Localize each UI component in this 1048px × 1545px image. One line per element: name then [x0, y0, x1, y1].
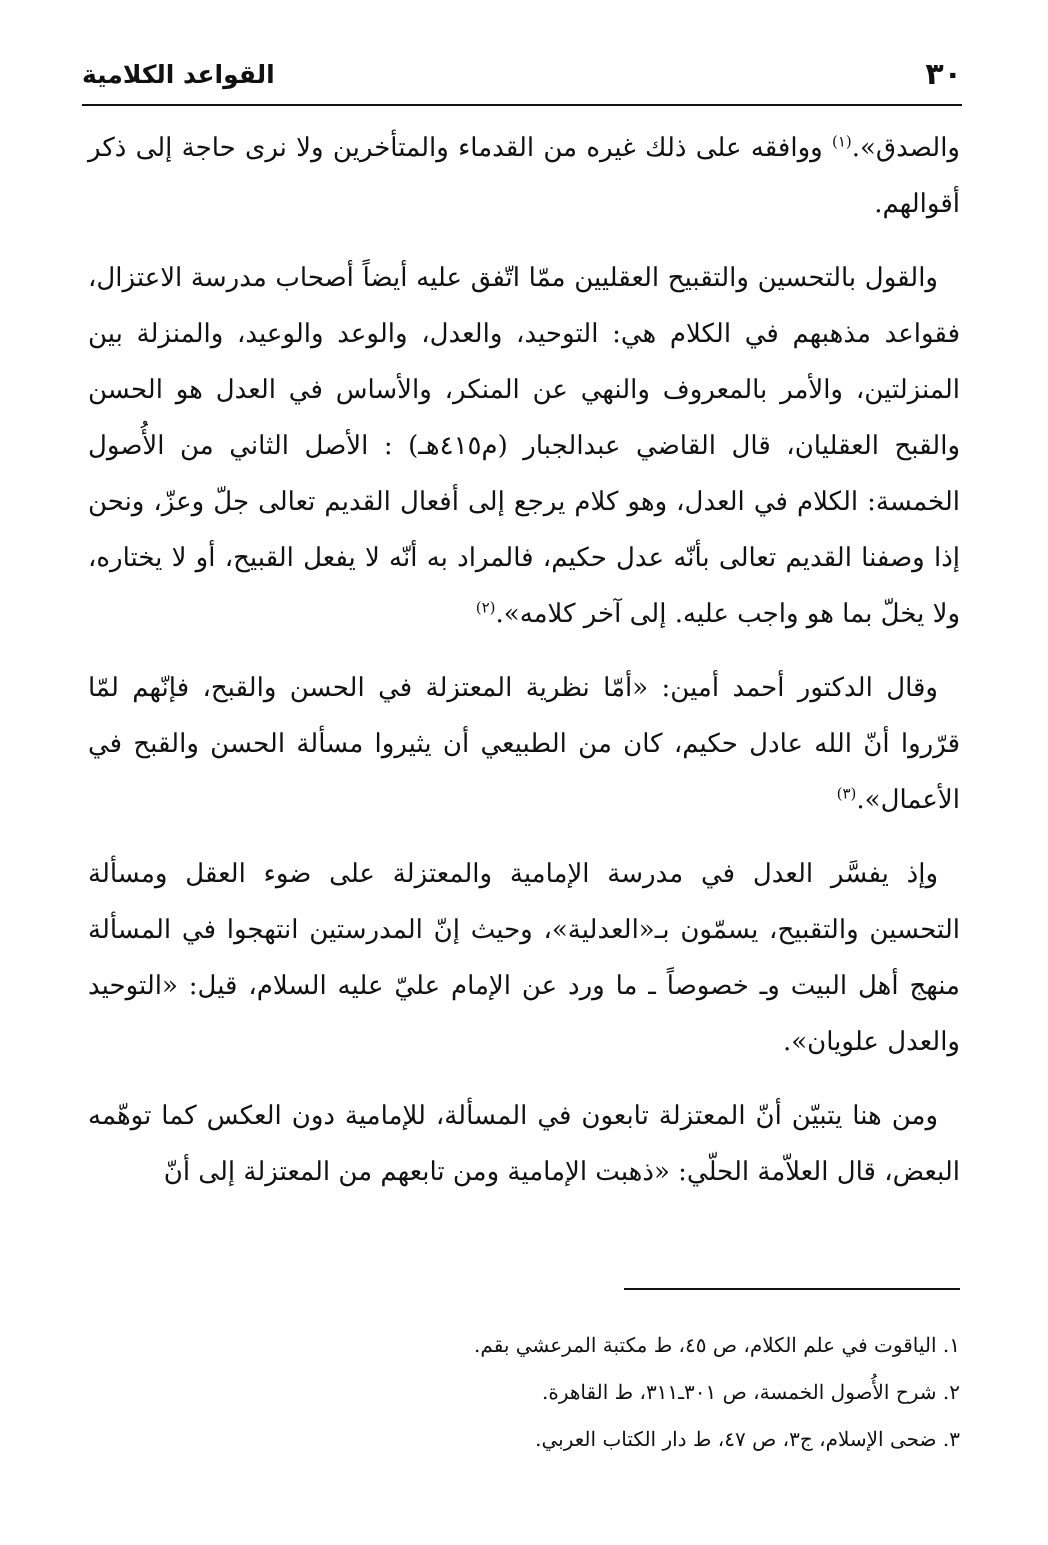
running-title: القواعد الكلامية [82, 60, 275, 89]
footnote-ref-3: (٣) [836, 784, 857, 803]
paragraph-2 [88, 250, 960, 642]
paragraph-4-text: وإذ يفسَّر العدل في مدرسة الإمامية والمعتزلة على ضوء العقل ومسألة التحسين والتقبيح، يسمّون بـ«العدلية»، وحيث إنّ المدرستين انتهجوا في المسألة منهج أهل البيت وـ خصوصاً ـ ما ورد عن الإمام عليّ عليه السلام، قيل: «التوحيد والعدل علويان». [88, 859, 960, 1057]
footnote-3: ٣. ضحى الإسلام، ج٣، ص ٤٧، ط دار الكتاب العربي. [535, 1427, 960, 1451]
running-header [82, 58, 962, 98]
main-text [88, 120, 960, 1218]
paragraph-1-text-before: والصدق». [851, 133, 960, 163]
footnotes [120, 1322, 960, 1463]
page-number: ٣٠ [925, 57, 962, 92]
header-rule [82, 104, 962, 106]
footnote-2: ٢. شرح الأُصول الخمسة، ص ٣٠١ـ٣١١، ط القاهرة. [541, 1380, 960, 1404]
paragraph-1 [88, 120, 960, 232]
paragraph-5 [88, 1088, 960, 1200]
paragraph-1-text-after: ووافقه على ذلك غيره من القدماء والمتأخرين ولا نرى حاجة إلى ذكر أقوالهم. [88, 133, 960, 219]
paragraph-3 [88, 660, 960, 828]
paragraph-4 [88, 846, 960, 1070]
footnote-separator [624, 1288, 960, 1290]
footnote-ref-1: (١) [831, 132, 852, 151]
paragraph-2-text: والقول بالتحسين والتقبيح العقليين ممّا اتّفق عليه أيضاً أصحاب مدرسة الاعتزال، فقواعد مذهبهم في الكلام هي: التوحيد، والعدل، والوعد والوعيد، والمنزلة بين المنزلتين، والأمر بالمعروف والنهي عن المنكر، والأساس في العدل هو الحسن والقبح العقليان، قال القاضي عبدالجبار (م٤١٥هـ) : الأصل الثاني من الأُصول الخمسة: الكلام في العدل، وهو كلام يرجع إلى أفعال القديم تعالى جلّ وعزّ، ونحن إذا وصفنا القديم تعالى بأنّه عدل حكيم، فالمراد به أنّه لا يفعل القبيح، أو لا يختاره، ولا يخلّ بما هو واجب عليه. إلى آخر كلامه». [88, 263, 960, 629]
paragraph-3-text: وقال الدكتور أحمد أمين: «أمّا نظرية المعتزلة في الحسن والقبح، فإنّهم لمّا قرّروا أنّ الله عادل حكيم، كان من الطبيعي أن يثيروا مسألة الحسن والقبح في الأعمال». [88, 673, 960, 815]
footnote-ref-2: (٢) [475, 598, 496, 617]
footnote-1: ١. الياقوت في علم الكلام، ص ٤٥، ط مكتبة المرعشي بقم. [474, 1333, 960, 1357]
paragraph-5-text: ومن هنا يتبيّن أنّ المعتزلة تابعون في المسألة، للإمامية دون العكس كما توهّمه البعض، قال العلاّمة الحلّي: «ذهبت الإمامية ومن تابعهم من المعتزلة إلى أنّ [88, 1101, 960, 1187]
